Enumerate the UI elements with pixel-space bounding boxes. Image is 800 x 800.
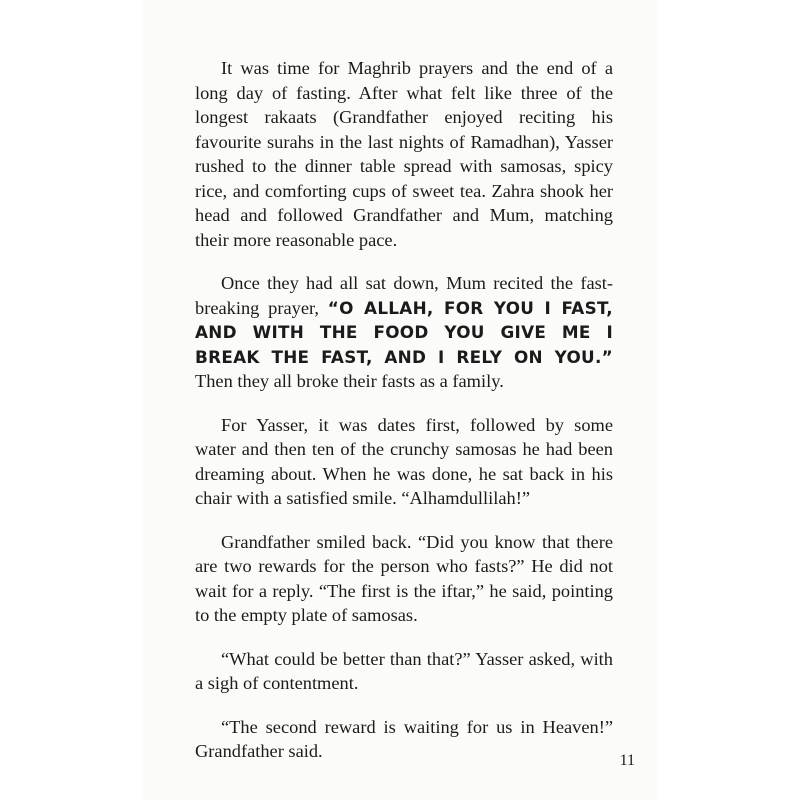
paragraph-rewards: Grandfather smiled back. “Did you know that there are two rewards for the person who fasts?” He did not wait for a reply. “The first is the iftar,” he said, pointing to the empty plate of samosas. bbox=[195, 531, 613, 625]
prayer-outro-text: Then they all broke their fasts as a family. bbox=[195, 371, 504, 391]
story-text bbox=[195, 56, 613, 783]
paragraph-samosas: For Yasser, it was dates first, followed by some water and then ten of the crunchy samosas he had been dreaming about. When he was done, he sat back in his chair with a satisfied smile. “Alhamdullilah!” bbox=[195, 414, 613, 508]
paragraph-heaven: “The second reward is waiting for us in Heaven!” Grandfather said. bbox=[195, 716, 613, 761]
paragraph-maghrib: It was time for Maghrib prayers and the end of a long day of fasting. After what felt like three of the longest rakaats (Grandfather enjoyed reciting his favourite surahs in the last nights of Ramadhan), Yasser rushed to the dinner table spread with samosas, spicy rice, and comforting cups of sweet tea. Zahra shook her head and followed Grandfather and Mum, matching their more reasonable pace. bbox=[195, 58, 613, 250]
prayer-intro-text: Once they had all sat down, Mum recited the fast-breaking prayer, bbox=[195, 273, 613, 318]
page-number: 11 bbox=[619, 752, 635, 769]
prayer-quote: “O ALLAH, FOR YOU I FAST, AND WITH THE FOOD YOU GIVE ME I BREAK THE FAST, AND I RELY ON YOU.” bbox=[195, 297, 613, 367]
paragraph-prayer bbox=[195, 271, 613, 394]
paragraph-contentment: “What could be better than that?” Yasser asked, with a sigh of contentment. bbox=[195, 648, 613, 693]
